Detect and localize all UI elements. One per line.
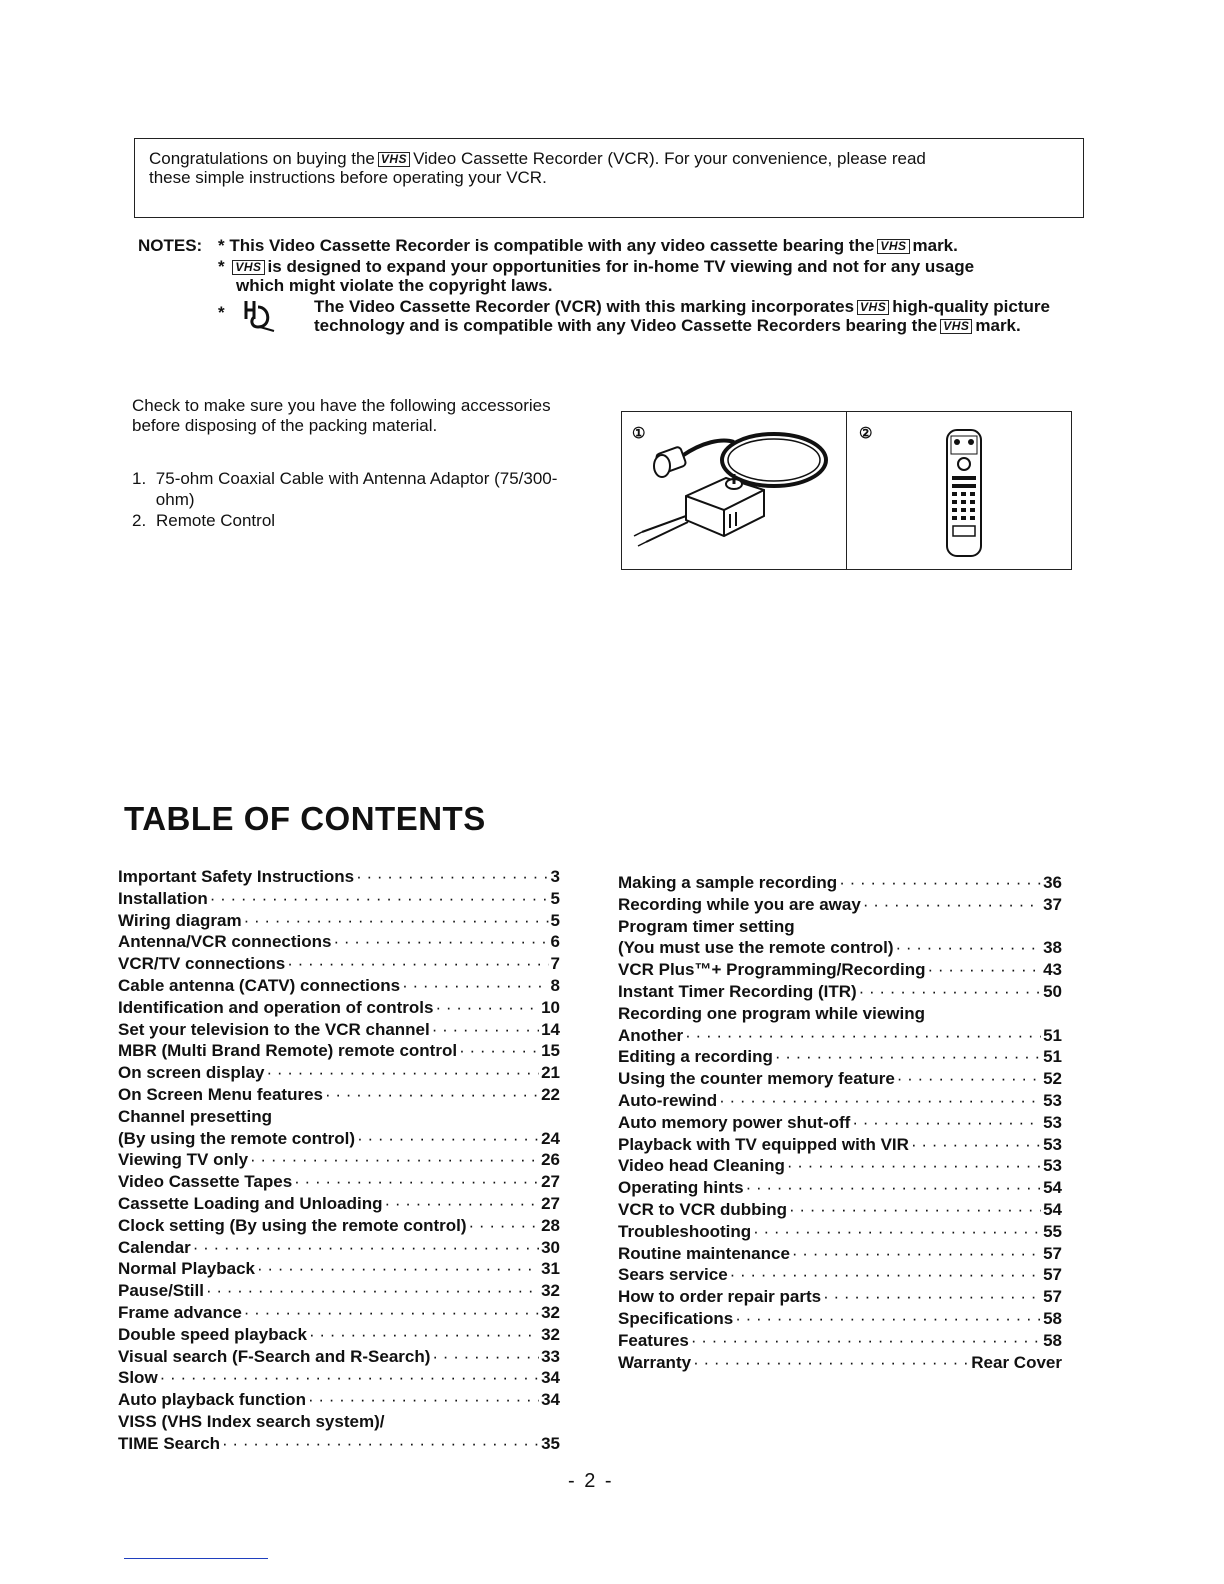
figure-cell-remote bbox=[847, 412, 1071, 569]
toc-entry-title: Wiring diagram bbox=[118, 910, 242, 930]
toc-entry-title: Identification and operation of controls bbox=[118, 997, 434, 1017]
toc-entry-page: 53 bbox=[1043, 1134, 1062, 1154]
note-text-block bbox=[314, 297, 1084, 335]
toc-entry-page: 32 bbox=[541, 1281, 560, 1301]
toc-leader-dots bbox=[775, 1046, 1041, 1068]
toc-entry bbox=[118, 1193, 560, 1215]
toc-leader-dots bbox=[839, 872, 1041, 894]
note-item bbox=[218, 257, 1088, 295]
toc-entry bbox=[118, 866, 560, 888]
toc-entry-page: 53 bbox=[1043, 1090, 1062, 1110]
toc-entry-title: Video Cassette Tapes bbox=[118, 1172, 293, 1192]
toc-leader-dots bbox=[222, 1433, 539, 1455]
toc-entry-title: VCR Plus™+ Programming/Recording bbox=[618, 960, 926, 980]
toc-entry bbox=[118, 1280, 560, 1302]
toc-entry-title: Slow bbox=[118, 1368, 158, 1388]
toc-entry bbox=[118, 1128, 560, 1150]
toc-entry-title: Auto-rewind bbox=[618, 1090, 718, 1110]
toc-entry-page: 57 bbox=[1043, 1265, 1062, 1285]
toc-leader-dots bbox=[384, 1193, 539, 1215]
toc-entry bbox=[118, 1346, 560, 1368]
hq-logo-icon bbox=[240, 297, 280, 337]
intro-text: Video Cassette Recorder (VCR). For your convenience, please read bbox=[413, 149, 926, 168]
toc-entry-page: 22 bbox=[541, 1084, 560, 1104]
note-text: is designed to expand your opportunities for in-home TV viewing and not for any usage bbox=[267, 257, 975, 276]
toc-entry bbox=[118, 1237, 560, 1259]
toc-entry bbox=[118, 931, 560, 953]
toc-entry-page: 35 bbox=[541, 1433, 560, 1453]
toc-entry-page: 53 bbox=[1043, 1156, 1062, 1176]
toc-entry-page: 32 bbox=[541, 1302, 560, 1322]
bullet: * bbox=[218, 303, 225, 322]
accessories-figure bbox=[621, 411, 1072, 570]
toc-leader-dots bbox=[325, 1084, 539, 1106]
toc-entry-page: 21 bbox=[541, 1063, 560, 1083]
note-text: mark. bbox=[912, 236, 958, 255]
toc-leader-dots bbox=[792, 1243, 1041, 1265]
intro-text: Congratulations on buying the bbox=[149, 149, 375, 168]
toc-entry-page: 37 bbox=[1043, 894, 1062, 914]
toc-entry-title: Antenna/VCR connections bbox=[118, 932, 332, 952]
toc-entry-title: Important Safety Instructions bbox=[118, 867, 355, 886]
toc-entry-page: 36 bbox=[1043, 873, 1062, 892]
toc-entry bbox=[618, 1330, 1062, 1352]
toc-entry-page: 6 bbox=[550, 932, 560, 952]
toc-leader-dots bbox=[402, 975, 548, 997]
figure-cell-cable bbox=[622, 412, 847, 569]
note-item bbox=[218, 236, 1088, 255]
toc-entry bbox=[118, 1411, 560, 1433]
toc-entry bbox=[618, 1264, 1062, 1286]
toc-title: TABLE OF CONTENTS bbox=[124, 800, 486, 837]
toc-entry bbox=[618, 894, 1062, 916]
toc-entry-page: 34 bbox=[541, 1390, 560, 1410]
toc-entry bbox=[618, 1003, 1062, 1025]
vhs-logo-icon: VHS bbox=[857, 300, 889, 315]
toc-entry-page: 43 bbox=[1043, 960, 1062, 980]
vhs-logo-icon: VHS bbox=[232, 260, 264, 275]
toc-entry bbox=[118, 1215, 560, 1237]
toc-entry-page: 51 bbox=[1043, 1047, 1062, 1067]
vhs-logo-icon: VHS bbox=[940, 319, 972, 334]
toc-leader-dots bbox=[432, 1019, 539, 1041]
toc-leader-dots bbox=[294, 1171, 539, 1193]
toc-entry-title: Another bbox=[618, 1025, 684, 1045]
toc-entry-title: Video head Cleaning bbox=[618, 1156, 785, 1176]
toc-entry-title: Troubleshooting bbox=[618, 1221, 752, 1241]
remote-control-icon bbox=[847, 412, 1071, 568]
toc-leader-dots bbox=[746, 1177, 1041, 1199]
toc-leader-dots bbox=[735, 1308, 1041, 1330]
toc-entry-title: Instant Timer Recording (ITR) bbox=[618, 981, 857, 1001]
toc-entry bbox=[618, 872, 1062, 894]
toc-entry-page: Rear Cover bbox=[971, 1352, 1062, 1372]
toc-leader-dots bbox=[787, 1155, 1041, 1177]
toc-entry-page: 38 bbox=[1043, 938, 1062, 958]
toc-entry bbox=[618, 1221, 1062, 1243]
toc-entry bbox=[118, 1433, 560, 1455]
intro-box bbox=[134, 138, 1084, 218]
coaxial-cable-icon bbox=[622, 412, 844, 568]
toc-entry-title: Channel presetting bbox=[118, 1106, 272, 1126]
toc-entry bbox=[618, 1352, 1062, 1374]
toc-leader-dots bbox=[911, 1134, 1041, 1156]
toc-leader-dots bbox=[719, 1090, 1041, 1112]
toc-entry-page: 54 bbox=[1043, 1199, 1062, 1219]
toc-entry bbox=[118, 1106, 560, 1128]
toc-entry-title: (By using the remote control) bbox=[118, 1128, 356, 1148]
toc-entry-page: 27 bbox=[541, 1193, 560, 1213]
toc-entry-title: On Screen Menu features bbox=[118, 1084, 324, 1104]
toc-leader-dots bbox=[685, 1025, 1041, 1047]
toc-entry-title: Routine maintenance bbox=[618, 1243, 790, 1263]
toc-entry bbox=[618, 1068, 1062, 1090]
toc-leader-dots bbox=[333, 931, 548, 953]
toc-entry-title: Making a sample recording bbox=[618, 873, 838, 892]
toc-entry-page: 8 bbox=[550, 975, 560, 995]
note-item bbox=[218, 297, 1088, 357]
toc-leader-dots bbox=[730, 1264, 1041, 1286]
toc-entry-title: Normal Playback bbox=[118, 1259, 256, 1279]
toc-entry-title: On screen display bbox=[118, 1063, 265, 1083]
toc-entry-title: Set your television to the VCR channel bbox=[118, 1019, 430, 1039]
toc-entry-title: Warranty bbox=[618, 1352, 692, 1372]
toc-entry-title: Clock setting (By using the remote control) bbox=[118, 1215, 467, 1235]
toc-entry bbox=[618, 1025, 1062, 1047]
toc-entry-title: Cassette Loading and Unloading bbox=[118, 1193, 383, 1213]
toc-entry-title: Viewing TV only bbox=[118, 1150, 249, 1170]
toc-entry bbox=[618, 1286, 1062, 1308]
toc-entry-page: 5 bbox=[550, 888, 560, 908]
intro-line-2: these simple instructions before operating your VCR. bbox=[149, 168, 547, 187]
notes-section bbox=[138, 236, 1088, 357]
toc-entry bbox=[118, 997, 560, 1019]
toc-leader-dots bbox=[896, 937, 1042, 959]
toc-entry bbox=[618, 1177, 1062, 1199]
toc-entry-title: Features bbox=[618, 1330, 689, 1350]
note-text: high-quality picture technology and is compatible with any Video Cassette Recorders bearing the bbox=[314, 297, 1050, 335]
toc-entry bbox=[618, 1199, 1062, 1221]
toc-entry bbox=[618, 959, 1062, 981]
toc-entry-page: 51 bbox=[1043, 1025, 1062, 1045]
toc-entry-page: 26 bbox=[541, 1150, 560, 1170]
toc-leader-dots bbox=[469, 1215, 540, 1237]
toc-entry bbox=[618, 1112, 1062, 1134]
toc-entry-title: How to order repair parts bbox=[618, 1287, 822, 1307]
toc-entry bbox=[118, 1302, 560, 1324]
toc-entry-title: Visual search (F-Search and R-Search) bbox=[118, 1346, 431, 1366]
toc-entry-title: Pause/Still bbox=[118, 1281, 204, 1301]
vhs-logo-icon: VHS bbox=[877, 239, 909, 254]
toc-entry bbox=[618, 937, 1062, 959]
toc-entry-title: Using the counter memory feature bbox=[618, 1069, 895, 1089]
toc-entry bbox=[118, 975, 560, 997]
vhs-logo-icon: VHS bbox=[378, 152, 410, 167]
toc-entry-title: VISS (VHS Index search system)/ bbox=[118, 1411, 385, 1431]
toc-entry-page: 15 bbox=[541, 1041, 560, 1061]
toc-entry-title: Sears service bbox=[618, 1265, 728, 1285]
toc-entry bbox=[118, 1324, 560, 1346]
toc-leader-dots bbox=[244, 910, 549, 932]
figure-label: ② bbox=[859, 425, 873, 442]
toc-entry-title: Program timer setting bbox=[618, 916, 795, 936]
toc-entry bbox=[118, 953, 560, 975]
toc-leader-dots bbox=[927, 959, 1041, 981]
toc-entry-page: 50 bbox=[1043, 981, 1062, 1001]
toc-leader-dots bbox=[356, 866, 548, 888]
toc-entry bbox=[618, 1134, 1062, 1156]
toc-entry-page: 31 bbox=[541, 1259, 560, 1279]
note-text: This Video Cassette Recorder is compatible with any video cassette bearing the bbox=[229, 236, 875, 255]
toc-leader-dots bbox=[287, 953, 548, 975]
bottom-divider bbox=[124, 1558, 268, 1559]
note-text: which might violate the copyright laws. bbox=[236, 276, 553, 295]
toc-entry-page: 7 bbox=[550, 954, 560, 974]
note-text: mark. bbox=[975, 316, 1021, 335]
toc-entry-page: 57 bbox=[1043, 1287, 1062, 1307]
toc-leader-dots bbox=[852, 1112, 1041, 1134]
toc-entry-title: MBR (Multi Brand Remote) remote control bbox=[118, 1041, 458, 1061]
toc-entry bbox=[118, 1258, 560, 1280]
toc-leader-dots bbox=[435, 997, 539, 1019]
toc-right-column bbox=[618, 872, 1062, 1373]
toc-entry-page: 32 bbox=[541, 1324, 560, 1344]
toc-entry bbox=[618, 1090, 1062, 1112]
toc-entry bbox=[618, 1243, 1062, 1265]
toc-entry-page: 24 bbox=[541, 1128, 560, 1148]
toc-entry-title: Auto memory power shut-off bbox=[618, 1112, 851, 1132]
toc-entry-title: Recording while you are away bbox=[618, 894, 861, 914]
toc-leader-dots bbox=[210, 888, 549, 910]
toc-entry bbox=[118, 1019, 560, 1041]
toc-entry-page: 58 bbox=[1043, 1330, 1062, 1350]
toc-entry-title: Editing a recording bbox=[618, 1047, 773, 1067]
toc-leader-dots bbox=[753, 1221, 1041, 1243]
toc-leader-dots bbox=[244, 1302, 539, 1324]
toc-entry-page: 53 bbox=[1043, 1112, 1062, 1132]
toc-entry-page: 55 bbox=[1043, 1221, 1062, 1241]
toc-leader-dots bbox=[693, 1352, 969, 1374]
toc-entry-title: Double speed playback bbox=[118, 1324, 307, 1344]
list-item: 1. 75-ohm Coaxial Cable with Antenna Adaptor (75/300-ohm) bbox=[132, 469, 558, 509]
accessories-intro: Check to make sure you have the following accessories before disposing of the packing material. bbox=[132, 396, 551, 435]
toc-leader-dots bbox=[206, 1280, 539, 1302]
note-text: The Video Cassette Recorder (VCR) with this marking incorporates bbox=[314, 297, 855, 316]
toc-entry bbox=[118, 888, 560, 910]
bullet: * bbox=[218, 236, 225, 255]
toc-entry bbox=[118, 1040, 560, 1062]
toc-entry-title: Operating hints bbox=[618, 1178, 744, 1198]
list-item: 2. Remote Control bbox=[132, 511, 276, 530]
toc-entry-title: Cable antenna (CATV) connections bbox=[118, 975, 401, 995]
toc-entry-page: 58 bbox=[1043, 1308, 1062, 1328]
toc-entry bbox=[118, 1171, 560, 1193]
toc-leader-dots bbox=[250, 1149, 539, 1171]
toc-leader-dots bbox=[789, 1199, 1041, 1221]
toc-entry-page: 54 bbox=[1043, 1178, 1062, 1198]
toc-entry-page: 10 bbox=[541, 997, 560, 1017]
toc-entry bbox=[618, 916, 1062, 938]
toc-entry-page: 34 bbox=[541, 1368, 560, 1388]
toc-entry-page: 27 bbox=[541, 1172, 560, 1192]
figure-label: ① bbox=[632, 425, 646, 442]
toc-entry bbox=[618, 1046, 1062, 1068]
toc-entry-title: Recording one program while viewing bbox=[618, 1003, 925, 1023]
toc-leader-dots bbox=[897, 1068, 1041, 1090]
toc-entry-title: VCR/TV connections bbox=[118, 954, 286, 974]
toc-leader-dots bbox=[266, 1062, 539, 1084]
toc-leader-dots bbox=[459, 1040, 539, 1062]
toc-entry bbox=[618, 1308, 1062, 1330]
toc-entry-page: 28 bbox=[541, 1215, 560, 1235]
toc-entry bbox=[118, 1062, 560, 1084]
toc-entry-page: 30 bbox=[541, 1237, 560, 1257]
toc-leader-dots bbox=[863, 894, 1041, 916]
toc-entry bbox=[118, 1367, 560, 1389]
toc-entry-page: 33 bbox=[541, 1346, 560, 1366]
toc-entry-title: Installation bbox=[118, 888, 208, 908]
toc-entry bbox=[618, 1155, 1062, 1177]
toc-leader-dots bbox=[308, 1389, 539, 1411]
toc-leader-dots bbox=[257, 1258, 539, 1280]
bullet: * bbox=[218, 257, 225, 276]
toc-entry bbox=[118, 1149, 560, 1171]
toc-entry-page: 52 bbox=[1043, 1069, 1062, 1089]
toc-entry bbox=[618, 981, 1062, 1003]
toc-entry-title: Calendar bbox=[118, 1237, 191, 1257]
intro-line-1 bbox=[149, 149, 1069, 168]
toc-leader-dots bbox=[309, 1324, 539, 1346]
toc-entry bbox=[118, 1389, 560, 1411]
toc-entry-title: Frame advance bbox=[118, 1302, 242, 1322]
toc-leader-dots bbox=[691, 1330, 1041, 1352]
toc-leader-dots bbox=[160, 1367, 539, 1389]
toc-entry bbox=[118, 1084, 560, 1106]
toc-leader-dots bbox=[859, 981, 1041, 1003]
toc-entry-page: 5 bbox=[550, 910, 560, 930]
toc-entry-title: VCR to VCR dubbing bbox=[618, 1199, 788, 1219]
toc-entry-title: Specifications bbox=[618, 1308, 734, 1328]
toc-leader-dots bbox=[823, 1286, 1041, 1308]
toc-leader-dots bbox=[357, 1128, 539, 1150]
toc-entry-page: 3 bbox=[550, 867, 560, 886]
accessories-list bbox=[132, 468, 592, 531]
toc-entry bbox=[118, 910, 560, 932]
toc-leader-dots bbox=[193, 1237, 539, 1259]
toc-entry-page: 14 bbox=[541, 1019, 560, 1039]
toc-entry-title: Auto playback function bbox=[118, 1390, 306, 1410]
toc-leader-dots bbox=[432, 1346, 539, 1368]
toc-entry-page: 57 bbox=[1043, 1243, 1062, 1263]
toc-entry-title: Playback with TV equipped with VIR bbox=[618, 1134, 909, 1154]
toc-left-column bbox=[118, 866, 560, 1455]
page-number: - 2 - bbox=[568, 1470, 614, 1492]
notes-label: NOTES: bbox=[138, 236, 203, 255]
toc-entry-title: (You must use the remote control) bbox=[618, 938, 894, 958]
toc-entry-title: TIME Search bbox=[118, 1433, 221, 1453]
